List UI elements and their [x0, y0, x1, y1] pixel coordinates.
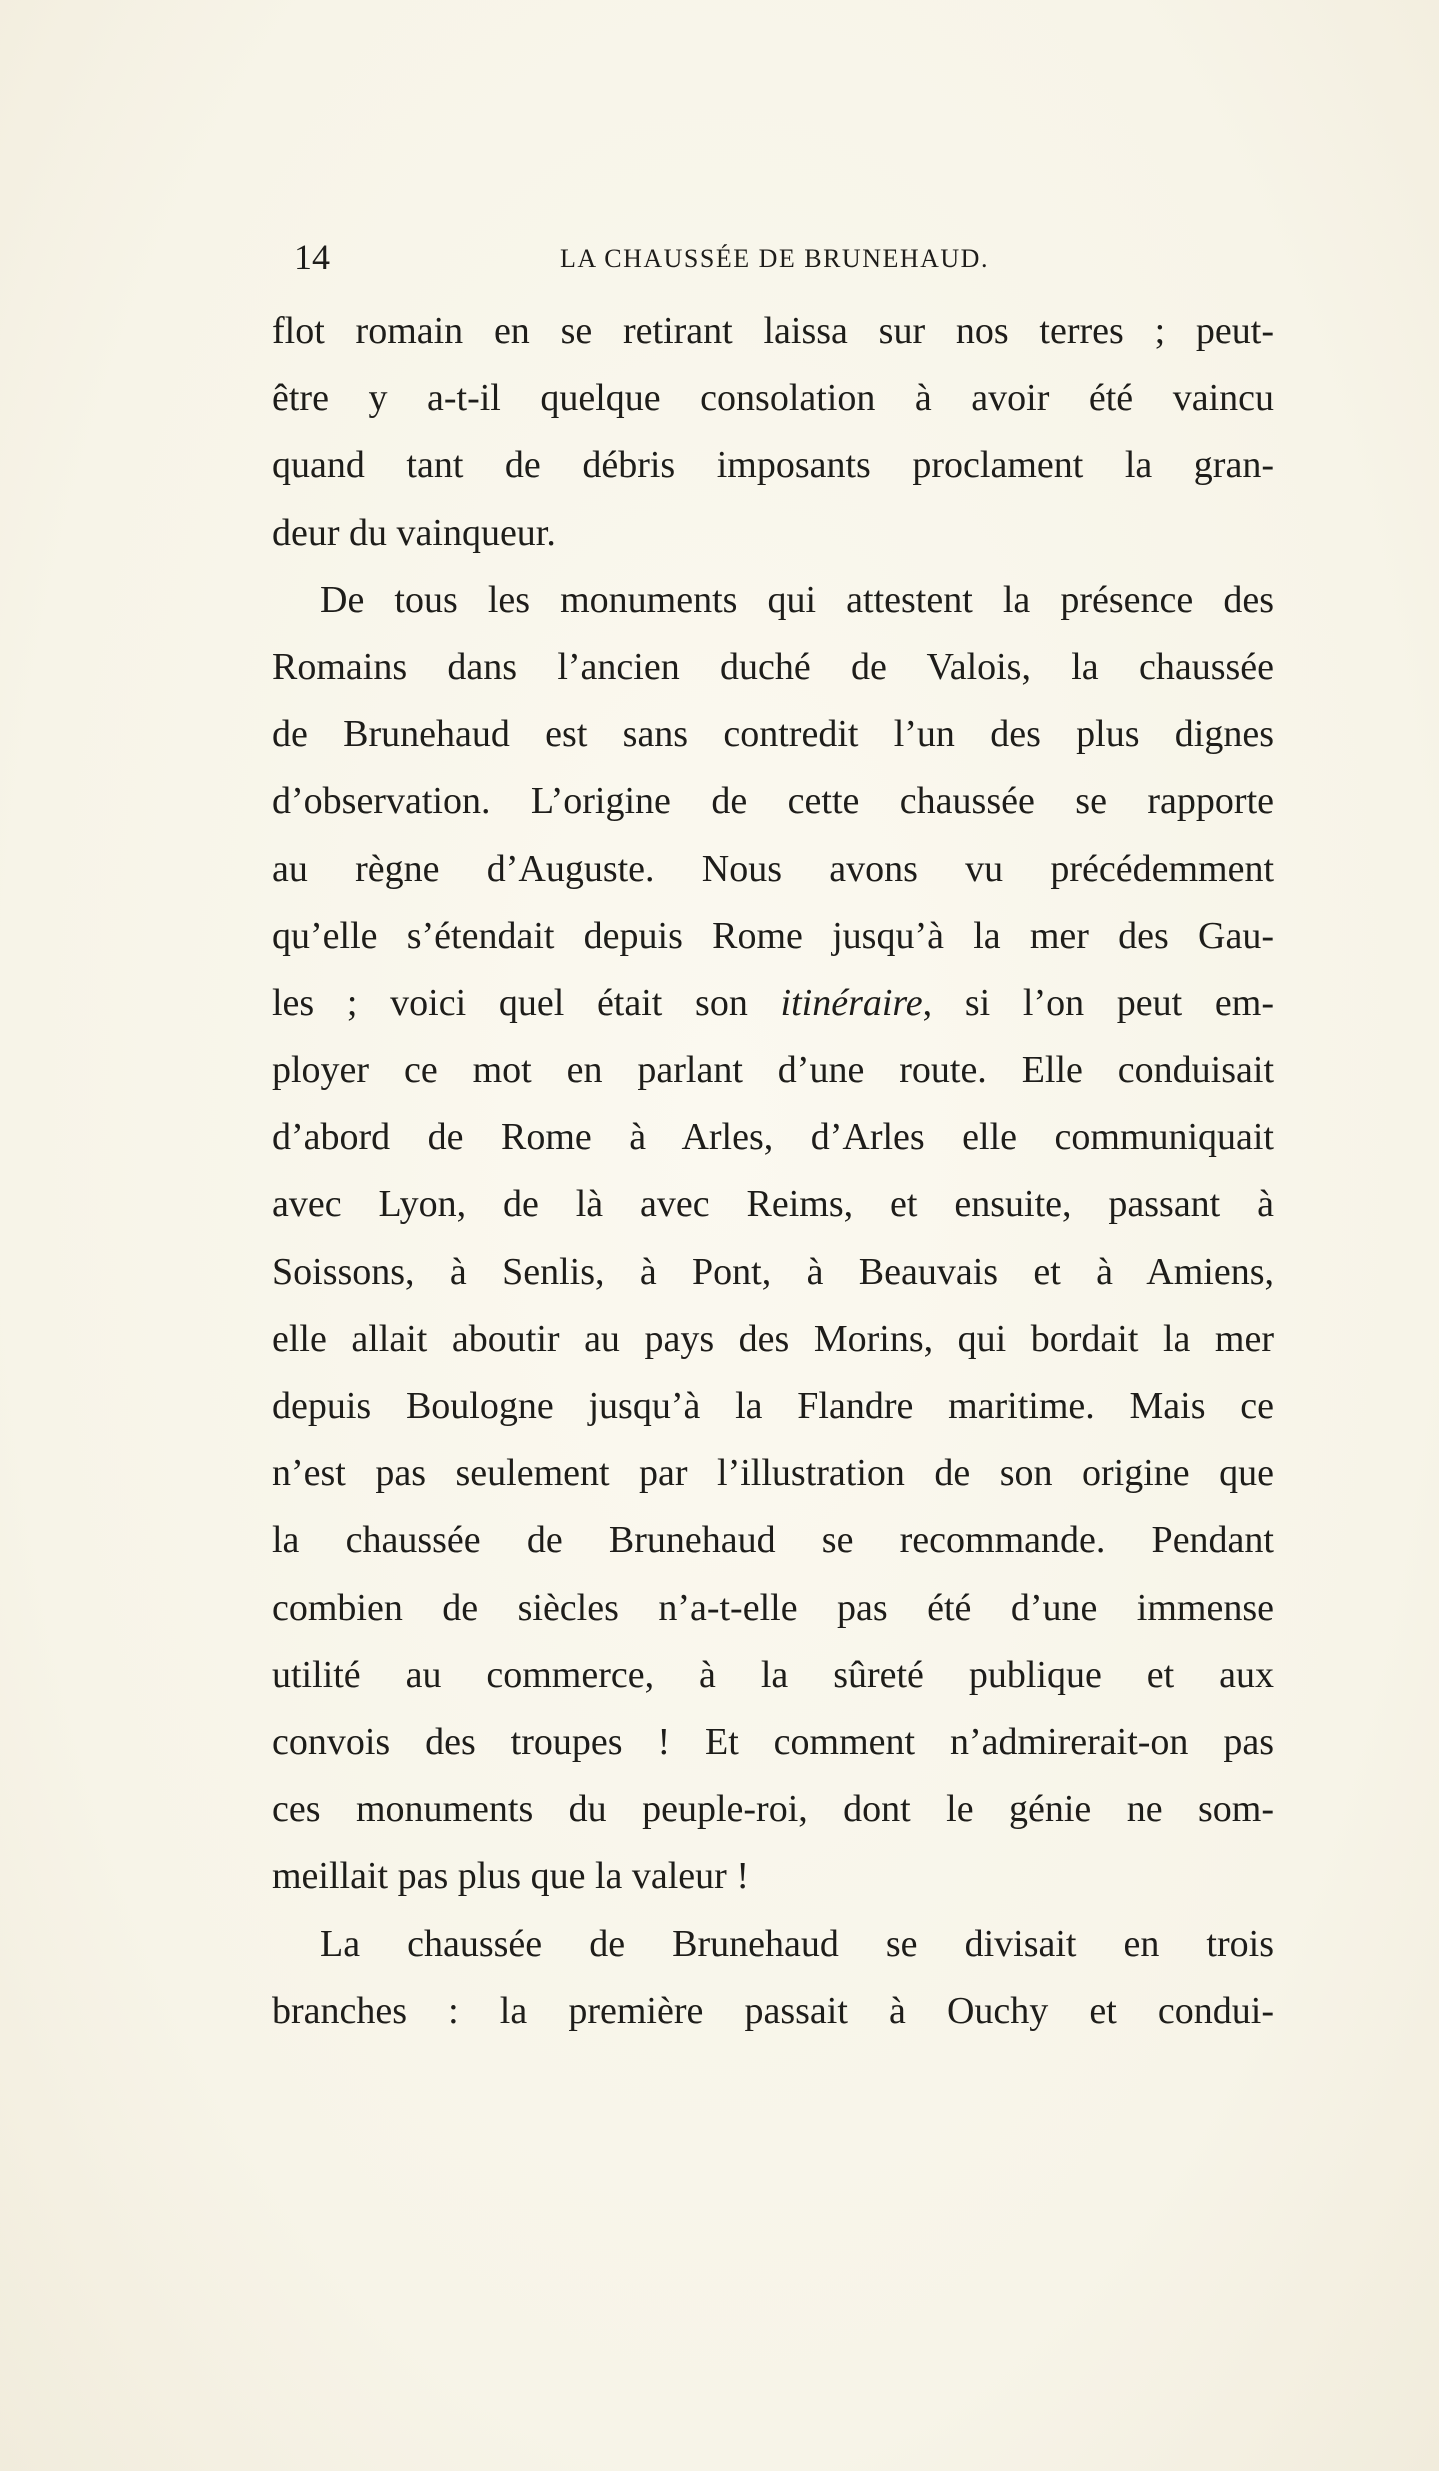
- text-line: n’est pas seulement par l’illustration de son origine que: [272, 1452, 1274, 1495]
- italic-term: itinéraire: [780, 981, 923, 1024]
- paragraph-start-line: La chaussée de Brunehaud se divisait en trois: [320, 1922, 1274, 1965]
- text-line: meillait pas plus que la valeur !: [272, 1855, 749, 1898]
- running-head: [270, 232, 1284, 282]
- text-line: flot romain en se retirant laissa sur nos terres ; peut-: [272, 310, 1274, 352]
- text-line: être y a-t-il quelque consolation à avoir été vaincu: [272, 377, 1274, 420]
- page-number: 14: [294, 237, 330, 277]
- paragraph-start-line: De tous les monuments qui attestent la présence des: [320, 578, 1274, 621]
- text-line: la chaussée de Brunehaud se recommande. Pendant: [272, 1519, 1274, 1562]
- text-line: ployer ce mot en parlant d’une route. Elle conduisait: [272, 1049, 1274, 1092]
- text-line: combien de siècles n’a-t-elle pas été d’une immense: [272, 1586, 1274, 1629]
- text-line: de Brunehaud est sans contredit l’un des plus dignes: [272, 713, 1274, 756]
- body-text: [272, 298, 1274, 2045]
- text-line: branches : la première passait à Ouchy et condui-: [272, 1989, 1274, 2032]
- text-line: d’observation. L’origine de cette chaussée se rapporte: [272, 780, 1274, 823]
- text-line: deur du vainqueur.: [272, 511, 556, 554]
- line-segment: , si l’on peut em-: [922, 981, 1275, 1024]
- text-line: utilité au commerce, à la sûreté publique et aux: [272, 1653, 1274, 1696]
- text-line: elle allait aboutir au pays des Morins, qui bordait la mer: [272, 1317, 1274, 1360]
- text-line: au règne d’Auguste. Nous avons vu précédemment: [272, 847, 1274, 890]
- text-line: ces monuments du peuple-roi, dont le génie ne som-: [272, 1788, 1274, 1831]
- text-line: avec Lyon, de là avec Reims, et ensuite, passant à: [272, 1183, 1274, 1226]
- text-line: convois des troupes ! Et comment n’admirerait-on pas: [272, 1720, 1274, 1763]
- running-title: LA CHAUSSÉE DE BRUNEHAUD.: [560, 244, 989, 273]
- text-line-with-italic: [272, 970, 1274, 1037]
- text-line: quand tant de débris imposants proclament la gran-: [272, 444, 1274, 487]
- text-line: Romains dans l’ancien duché de Valois, la chaussée: [272, 645, 1274, 688]
- text-line: Soissons, à Senlis, à Pont, à Beauvais et à Amiens,: [272, 1250, 1274, 1293]
- line-segment: les ; voici quel était son: [272, 981, 781, 1024]
- text-line: d’abord de Rome à Arles, d’Arles elle communiquait: [272, 1116, 1274, 1159]
- text-line: depuis Boulogne jusqu’à la Flandre maritime. Mais ce: [272, 1385, 1274, 1427]
- text-line: qu’elle s’étendait depuis Rome jusqu’à la mer des Gau-: [272, 914, 1274, 957]
